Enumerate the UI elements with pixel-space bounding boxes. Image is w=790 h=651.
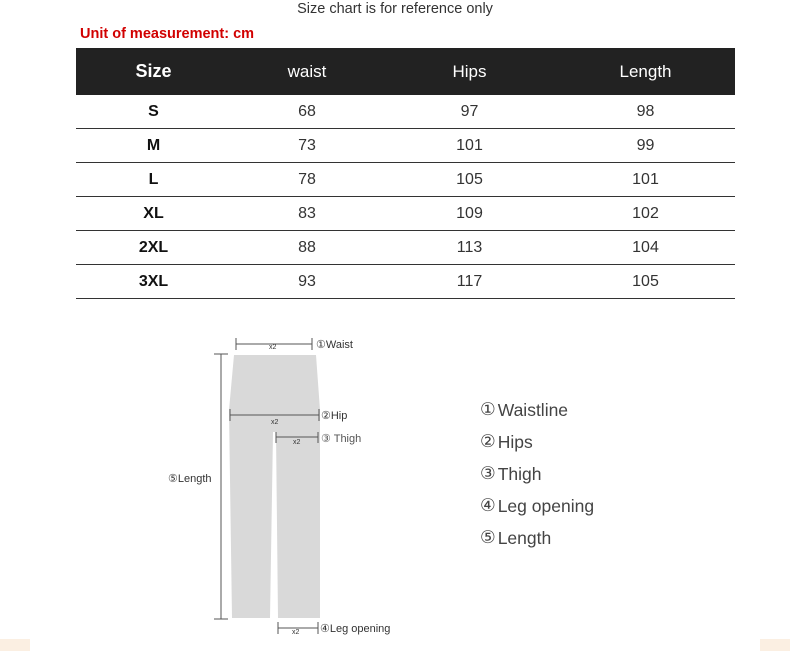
waist-cell: 68 <box>231 95 383 129</box>
legend-item <box>480 426 594 458</box>
hips-cell: 101 <box>383 129 556 163</box>
legend-label: Hips <box>497 432 533 452</box>
size-cell: M <box>76 129 231 163</box>
legend-label: Leg opening <box>497 496 595 516</box>
waist-cell: 88 <box>231 231 383 265</box>
leg-opening-x2-label: x2 <box>292 629 300 636</box>
legend-label: Waistline <box>497 400 569 420</box>
length-cell: 105 <box>556 265 735 299</box>
legend-label: Thigh <box>497 464 542 484</box>
hip-x2-label: x2 <box>271 419 279 426</box>
pants-silhouette <box>229 355 320 618</box>
size-cell: L <box>76 163 231 197</box>
reference-note: Size chart is for reference only <box>297 1 493 17</box>
legend-label: Length <box>497 528 552 548</box>
legend-number: ① <box>480 400 496 420</box>
hip-measure-label: ②Hip <box>321 410 348 422</box>
size-cell: XL <box>76 197 231 231</box>
size-cell: 2XL <box>76 231 231 265</box>
waist-cell: 83 <box>231 197 383 231</box>
legend-number: ③ <box>480 464 496 484</box>
length-cell: 99 <box>556 129 735 163</box>
waist-cell: 73 <box>231 129 383 163</box>
hips-cell: 117 <box>383 265 556 299</box>
size-cell: S <box>76 95 231 129</box>
legend-item <box>480 394 594 426</box>
corner-decoration-left <box>0 639 30 651</box>
measurement-legend <box>480 394 594 554</box>
length-cell: 102 <box>556 197 735 231</box>
column-header-hips: Hips <box>383 48 556 95</box>
legend-item <box>480 490 594 522</box>
length-measure-label: ⑤Length <box>168 473 212 485</box>
column-header-size: Size <box>76 48 231 95</box>
waist-cell: 93 <box>231 265 383 299</box>
leg-opening-measure-label: ④Leg opening <box>320 623 391 635</box>
thigh-measure-label: ③ Thigh <box>321 433 362 445</box>
size-cell: 3XL <box>76 265 231 299</box>
legend-item <box>480 458 594 490</box>
legend-number: ④ <box>480 496 496 516</box>
waist-x2-label: x2 <box>269 344 277 351</box>
waist-cell: 78 <box>231 163 383 197</box>
length-cell: 104 <box>556 231 735 265</box>
length-cell: 101 <box>556 163 735 197</box>
legend-item <box>480 522 594 554</box>
waist-measure-label: ①Waist <box>316 339 353 351</box>
length-cell: 98 <box>556 95 735 129</box>
legend-number: ⑤ <box>480 528 496 548</box>
hips-cell: 97 <box>383 95 556 129</box>
column-header-length: Length <box>556 48 735 95</box>
unit-label: Unit of measurement: cm <box>80 26 255 42</box>
hips-cell: 113 <box>383 231 556 265</box>
column-header-waist: waist <box>231 48 383 95</box>
hips-cell: 105 <box>383 163 556 197</box>
thigh-x2-label: x2 <box>293 439 301 446</box>
hips-cell: 109 <box>383 197 556 231</box>
legend-number: ② <box>480 432 496 452</box>
corner-decoration-right <box>760 639 790 651</box>
